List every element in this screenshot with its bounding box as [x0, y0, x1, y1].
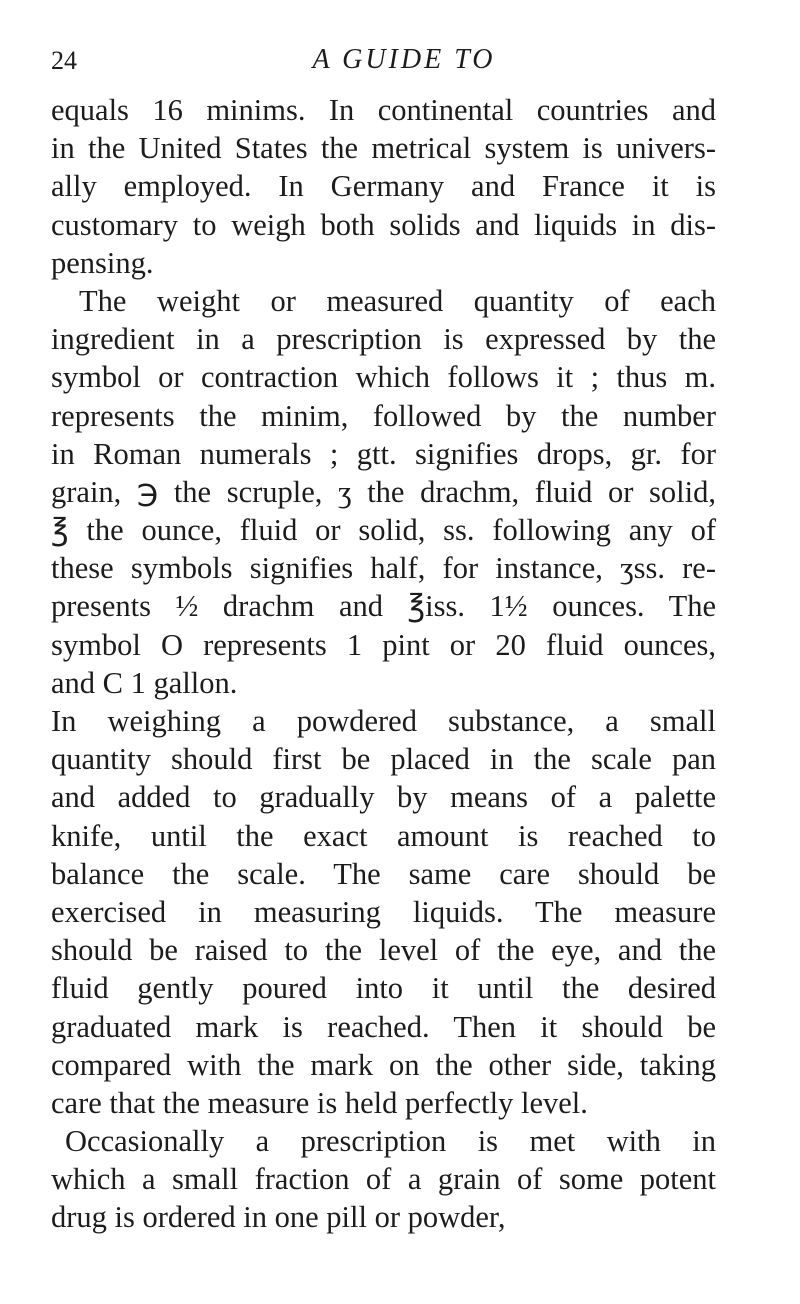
text-line: and added to gradually by means of a palette	[51, 780, 716, 815]
page-header	[0, 30, 800, 80]
text-line: In weighing a powdered substance, a small	[51, 704, 716, 738]
body-text	[51, 91, 716, 1237]
text-line: ingredient in a prescription is expressed by the	[51, 322, 716, 357]
text-line: knife, until the exact amount is reached to	[51, 818, 716, 853]
text-line: care that the measure is held perfectly level.	[51, 1085, 588, 1120]
page-number: 24	[51, 46, 77, 75]
text-line: in Roman numerals ; gtt. signifies drops, gr. for	[51, 436, 716, 471]
text-line: equals 16 minims. In continental countries and	[51, 93, 716, 127]
text-line: drug is ordered in one pill or powder,	[51, 1200, 506, 1235]
text-line: presents ½ drachm and ℥iss. 1½ ounces. The	[51, 589, 716, 624]
text-line: Occasionally a prescription is met with in	[65, 1124, 716, 1159]
running-head: A GUIDE TO	[312, 44, 496, 75]
text-line: which a small fraction of a grain of some potent	[51, 1162, 716, 1197]
text-line: exercised in measuring liquids. The measure	[51, 894, 716, 929]
text-line: The weight or measured quantity of each	[79, 283, 716, 318]
text-line: graduated mark is reached. Then it should be	[51, 1009, 716, 1044]
text-line: symbol or contraction which follows it ; thus m.	[51, 360, 716, 395]
text-line: quantity should first be placed in the scale pan	[51, 742, 716, 777]
text-line: should be raised to the level of the eye, and the	[51, 933, 716, 968]
text-line: ℥ the ounce, fluid or solid, ss. following any of	[51, 513, 716, 548]
text-line: ally employed. In Germany and France it is	[51, 169, 716, 204]
text-line: fluid gently poured into it until the desired	[51, 971, 716, 1006]
text-line: compared with the mark on the other side, taking	[51, 1047, 716, 1082]
text-line: pensing.	[51, 245, 154, 280]
text-line: symbol O represents 1 pint or 20 fluid ounces,	[51, 627, 716, 662]
text-line: represents the minim, followed by the number	[51, 398, 716, 433]
text-line: balance the scale. The same care should be	[51, 856, 716, 891]
text-line: in the United States the metrical system is univers-	[51, 131, 716, 166]
text-line: and C 1 gallon.	[51, 665, 238, 700]
text-line: these symbols signifies half, for instance, ʒss. re-	[51, 551, 716, 586]
text-line: customary to weigh both solids and liquids in dis-	[51, 207, 716, 242]
text-line: grain, ℈ the scruple, ʒ the drachm, fluid or solid,	[51, 474, 716, 509]
